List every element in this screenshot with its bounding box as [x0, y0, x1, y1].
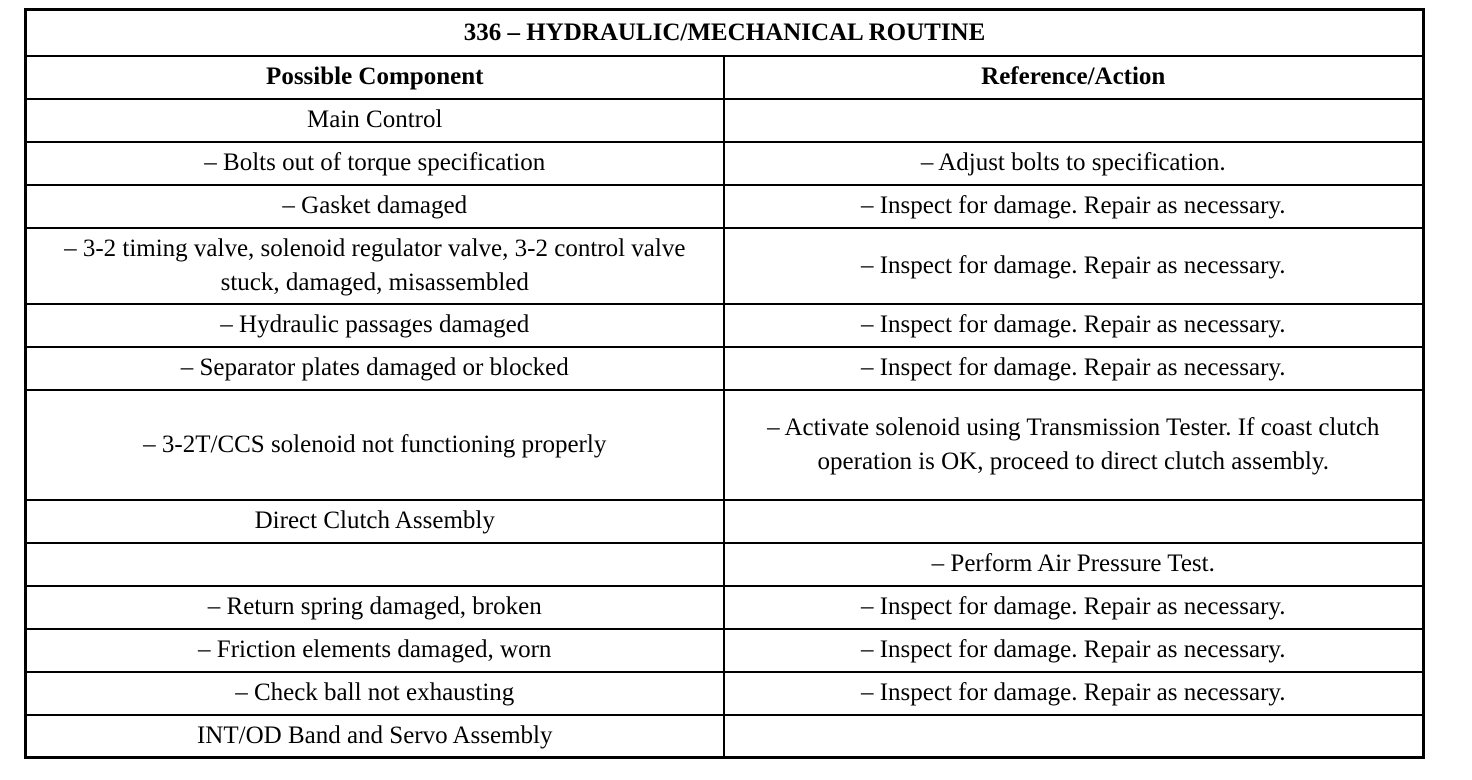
action-cell: – Activate solenoid using Transmission Tester. If coast clutch operation is OK, proceed to direct clutch assembly. — [724, 390, 1424, 500]
action-cell: – Inspect for damage. Repair as necessary. — [724, 672, 1424, 715]
action-cell: – Inspect for damage. Repair as necessary. — [724, 586, 1424, 629]
action-cell — [724, 99, 1424, 142]
component-cell: – Check ball not exhausting — [26, 672, 724, 715]
table-row — [26, 142, 1424, 185]
component-cell: Direct Clutch Assembly — [26, 500, 724, 543]
component-cell: – Friction elements damaged, worn — [26, 629, 724, 672]
table-row — [26, 99, 1424, 142]
component-cell: – Gasket damaged — [26, 185, 724, 228]
table-row — [26, 715, 1424, 758]
component-cell: INT/OD Band and Servo Assembly — [26, 715, 724, 758]
table-row — [26, 390, 1424, 500]
component-cell — [26, 543, 724, 586]
table-row — [26, 629, 1424, 672]
action-cell: – Inspect for damage. Repair as necessary. — [724, 347, 1424, 390]
component-cell: – 3-2 timing valve, solenoid regulator valve, 3-2 control valve stuck, damaged, misassembled — [26, 228, 724, 304]
component-cell: – Bolts out of torque specification — [26, 142, 724, 185]
action-cell — [724, 715, 1424, 758]
column-header-action: Reference/Action — [724, 56, 1424, 99]
action-cell: – Inspect for damage. Repair as necessary. — [724, 185, 1424, 228]
component-cell: – 3-2T/CCS solenoid not functioning properly — [26, 390, 724, 500]
column-header-component: Possible Component — [26, 56, 724, 99]
header-row — [26, 56, 1424, 99]
table-title: 336 – HYDRAULIC/MECHANICAL ROUTINE — [26, 10, 1424, 56]
routine-table — [24, 8, 1425, 759]
table-row — [26, 304, 1424, 347]
action-cell: – Perform Air Pressure Test. — [724, 543, 1424, 586]
action-cell: – Inspect for damage. Repair as necessary. — [724, 629, 1424, 672]
component-cell: – Hydraulic passages damaged — [26, 304, 724, 347]
component-cell: – Separator plates damaged or blocked — [26, 347, 724, 390]
component-cell: – Return spring damaged, broken — [26, 586, 724, 629]
table-row — [26, 185, 1424, 228]
action-cell — [724, 500, 1424, 543]
action-cell: – Inspect for damage. Repair as necessary. — [724, 228, 1424, 304]
table-row — [26, 586, 1424, 629]
table-row — [26, 500, 1424, 543]
table-row — [26, 228, 1424, 304]
title-row — [26, 10, 1424, 56]
table-row — [26, 543, 1424, 586]
table-row — [26, 672, 1424, 715]
component-cell: Main Control — [26, 99, 724, 142]
table-row — [26, 347, 1424, 390]
action-cell: – Inspect for damage. Repair as necessary. — [724, 304, 1424, 347]
action-cell: – Adjust bolts to specification. — [724, 142, 1424, 185]
